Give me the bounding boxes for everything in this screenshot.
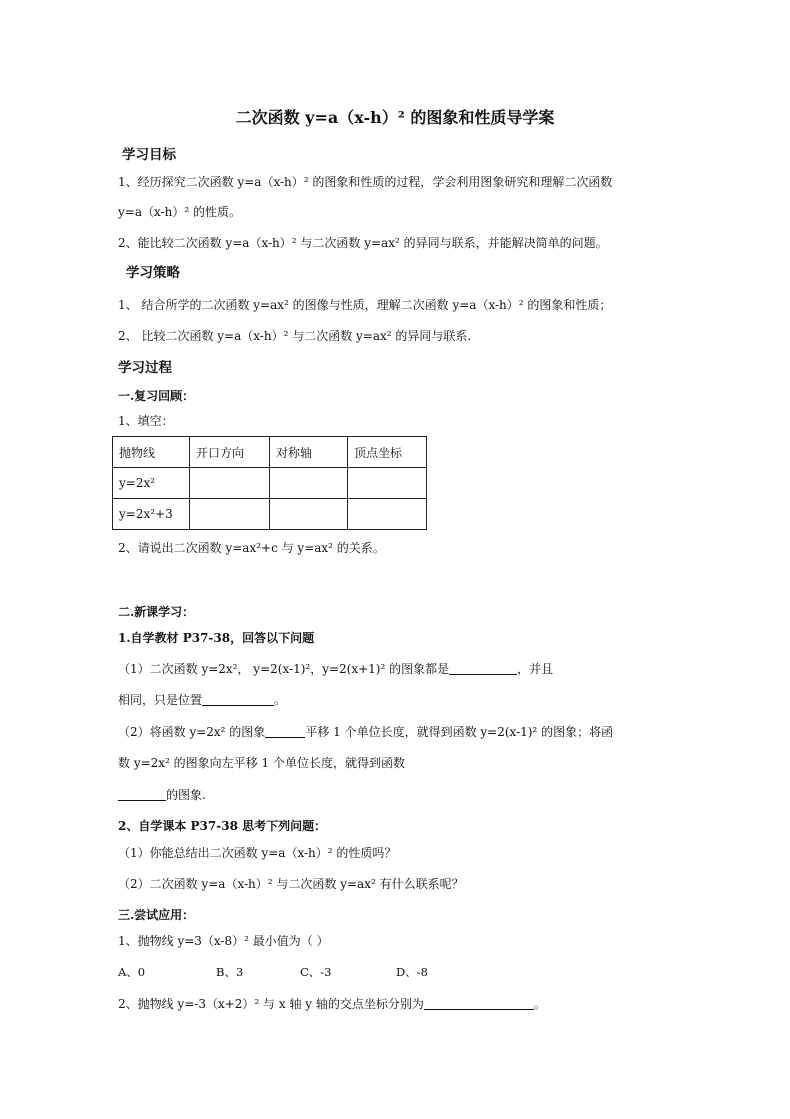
process-heading: 学习过程: [118, 360, 172, 376]
table-row: [113, 468, 427, 499]
option-c[interactable]: C、-3: [300, 965, 332, 979]
self-study-2-heading: 2、自学课本 P37-38 思考下列问题：: [118, 819, 327, 833]
apply-q2-text-a: 2、抛物线 y=-3（x+2）² 与 x 轴 y 轴的交点坐标分别为: [118, 997, 424, 1011]
new-question-1-line-2: [118, 692, 286, 708]
page-title: 二次函数 y=a（x-h）² 的图象和性质导学案: [235, 108, 555, 127]
table-cell: y=2x²+3: [113, 499, 190, 530]
answer-blank[interactable]: [424, 997, 534, 1010]
option-b[interactable]: B、3: [216, 965, 244, 979]
answer-blank[interactable]: [265, 725, 305, 738]
q1-text-a: （1）二次函数 y=2x²， y=2(x-1)²，y=2(x+1)² 的图象都是: [118, 662, 450, 676]
apply-heading: 三.尝试应用：: [118, 908, 195, 922]
strategy-heading: 学习策略: [126, 265, 180, 281]
table-header-cell: 开口方向: [190, 437, 270, 468]
goal-item-2: 2、能比较二次函数 y=a（x-h）² 与二次函数 y=ax² 的异同与联系，并能解决简单的问题。: [118, 236, 608, 250]
table-cell-blank[interactable]: [190, 468, 270, 499]
table-cell: y=2x²: [113, 468, 190, 499]
q2-text-d: 的图象.: [166, 788, 206, 802]
goal-item-1-line-1: 1、经历探究二次函数 y=a（x-h）² 的图象和性质的过程，学会利用图象研究和理解二次函数: [118, 175, 613, 189]
apply-question-1: 1、抛物线 y=3（x-8）² 最小值为（ ）: [118, 934, 329, 948]
table-row: [113, 499, 427, 530]
goals-heading: 学习目标: [122, 147, 176, 163]
option-d[interactable]: D、-8: [396, 965, 428, 979]
answer-blank[interactable]: [202, 693, 274, 706]
goal-item-1-line-2: y=a（x-h）² 的性质。: [118, 205, 241, 219]
self-study-1-heading: 1.自学教材 P37-38，回答以下问题: [118, 631, 315, 645]
review-question-2: 2、请说出二次函数 y=ax²+c 与 y=ax² 的关系。: [118, 541, 385, 555]
new-question-2-line-3: [118, 787, 206, 803]
table-header-cell: 对称轴: [270, 437, 348, 468]
q1-text-b: ，并且: [517, 662, 554, 676]
new-lesson-heading: 二.新课学习：: [118, 605, 195, 619]
answer-blank[interactable]: [449, 662, 517, 675]
review-table: [112, 436, 427, 530]
strategy-item-1: 1、 结合所学的二次函数 y=ax² 的图像与性质，理解二次函数 y=a（x-h）² 的图象和性质；: [118, 298, 612, 312]
table-cell-blank[interactable]: [348, 499, 427, 530]
q1-text-c: 相同，只是位置: [118, 693, 203, 707]
apply-options: [118, 964, 428, 980]
strategy-item-2: 2、 比较二次函数 y=a（x-h）² 与二次函数 y=ax² 的异同与联系.: [118, 329, 472, 343]
new-question-2-line-2: 数 y=2x² 的图象向左平移 1 个单位长度，就得到函数: [118, 756, 405, 770]
q2-text-b: 平移 1 个单位长度，就得到函数 y=2(x-1)² 的图象；将函: [305, 725, 614, 739]
self-study-2-question-2: （2）二次函数 y=a（x-h）² 与二次函数 y=ax² 有什么联系呢？: [118, 877, 464, 891]
answer-blank[interactable]: [118, 788, 166, 801]
q2-text-a: （2）将函数 y=2x² 的图象: [118, 725, 266, 739]
table-cell-blank[interactable]: [348, 468, 427, 499]
table-cell-blank[interactable]: [270, 468, 348, 499]
table-header-cell: 顶点坐标: [348, 437, 427, 468]
table-cell-blank[interactable]: [190, 499, 270, 530]
new-question-1-line-1: [118, 661, 553, 677]
apply-q2-text-b: 。: [533, 997, 546, 1011]
new-question-2-line-1: [118, 724, 613, 740]
table-header-cell: 抛物线: [113, 437, 190, 468]
self-study-2-question-1: （1）你能总结出二次函数 y=a（x-h）² 的性质吗？: [118, 846, 397, 860]
review-heading: 一.复习回顾：: [118, 389, 195, 403]
q1-text-d: 。: [274, 693, 287, 707]
table-header-row: [113, 437, 427, 468]
review-fill-label: 1、填空：: [118, 414, 174, 428]
option-a[interactable]: A、0: [118, 965, 146, 979]
table-cell-blank[interactable]: [270, 499, 348, 530]
apply-question-2: [118, 996, 546, 1012]
